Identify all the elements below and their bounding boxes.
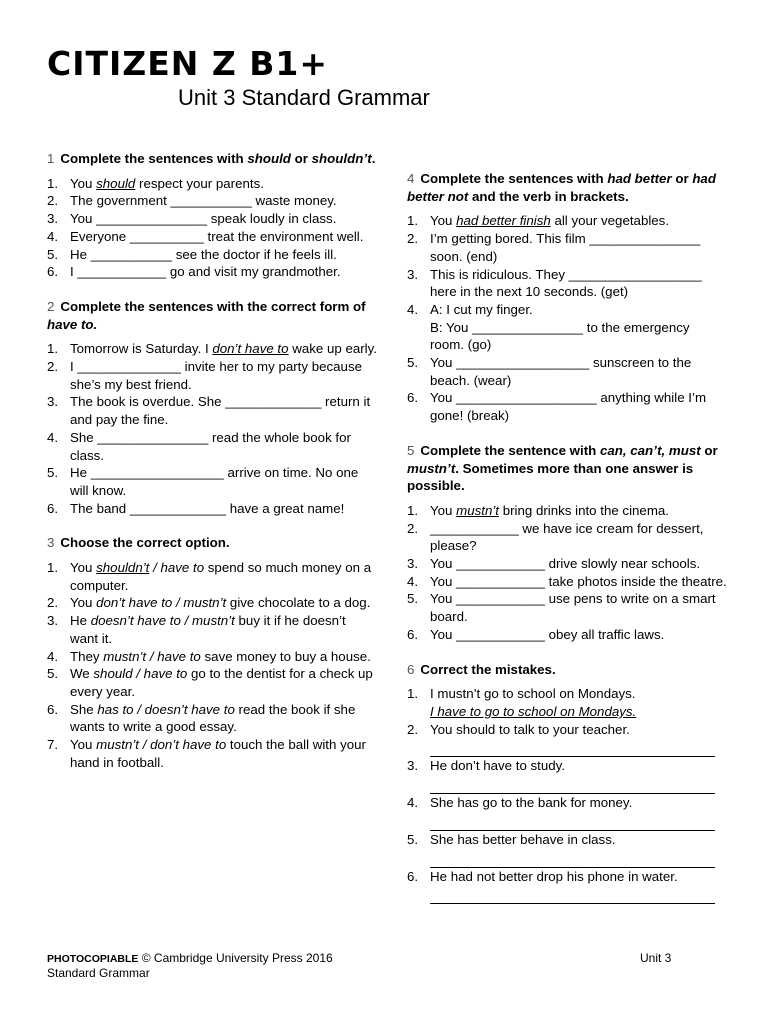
exercise-item <box>47 246 377 264</box>
item-text: We should / have to go to the dentist for a check up every year. <box>70 666 373 699</box>
item-number: 3. <box>47 211 59 227</box>
exercise-number: 1 <box>47 151 55 166</box>
exercise-item <box>407 301 727 354</box>
item-number: 5. <box>407 591 419 607</box>
item-number: 6. <box>47 500 59 516</box>
exercise-4 <box>407 170 727 425</box>
exercise-item <box>47 612 377 647</box>
exercise-instruction: Correct the mistakes. <box>420 661 556 677</box>
item-text: You ____________ use pens to write on a smart board. <box>430 591 716 625</box>
exercise-item <box>47 210 377 228</box>
exercise-item <box>47 175 377 193</box>
item-number: 5. <box>407 355 419 371</box>
answer-line[interactable] <box>430 885 715 904</box>
item-text: The book is overdue. She _____________ return it and pay the fine. <box>70 394 371 428</box>
exercise-item <box>47 429 377 464</box>
item-text: You don’t have to / mustn’t give chocolate to a dog. <box>70 595 371 611</box>
item-number: 2. <box>407 520 419 536</box>
item-text: You ____________ obey all traffic laws. <box>430 626 665 642</box>
exercise-instruction: Choose the correct option. <box>60 535 230 551</box>
item-number: 6. <box>407 868 419 884</box>
exercise-item <box>407 831 727 868</box>
item-number: 1. <box>407 213 419 229</box>
item-number: 6. <box>407 390 419 406</box>
footer-unit: Unit 3 <box>640 951 672 965</box>
exercise-item <box>47 192 377 210</box>
answer-line[interactable] <box>430 738 715 757</box>
item-number: 3. <box>47 394 59 410</box>
item-number: 3. <box>47 613 59 629</box>
exercise-item <box>47 263 377 281</box>
item-text: You had better finish all your vegetables. <box>430 213 670 229</box>
item-number: 1. <box>47 341 59 357</box>
exercise-item <box>407 230 727 265</box>
item-text: ____________ we have ice cream for dessert, please? <box>430 520 704 554</box>
item-number: 4. <box>407 795 419 811</box>
exercise-number: 3 <box>47 535 55 551</box>
item-text: The band _____________ have a great name! <box>70 500 345 516</box>
item-number: 4. <box>407 573 419 589</box>
exercise-instruction: Complete the sentences with the correct form of have to. <box>47 298 366 332</box>
exercise-items <box>407 502 727 644</box>
item-text: You shouldn’t / have to spend so much money on a computer. <box>70 560 372 593</box>
exercise-item <box>407 685 727 720</box>
item-text: You should respect your parents. <box>70 175 264 191</box>
exercise-item <box>407 626 727 644</box>
item-text: She has go to the bank for money. <box>430 794 727 831</box>
exercise-number: 5 <box>407 442 415 458</box>
item-text: He ___________ see the doctor if he feels ill. <box>70 246 337 262</box>
item-number: 5. <box>47 666 59 682</box>
exercise-heading <box>47 150 377 168</box>
item-text: I’m getting bored. This film _______________ soon. (end) <box>430 231 701 264</box>
exercise-item <box>47 736 377 771</box>
exercise-item <box>407 212 727 230</box>
exercise-item <box>47 665 377 700</box>
item-text: She _______________ read the whole book for class. <box>70 429 351 463</box>
exercise-item <box>47 594 377 612</box>
item-text: He had not better drop his phone in water. <box>430 868 727 905</box>
exercise-2 <box>47 298 377 517</box>
exercise-instruction: Complete the sentences with should or shouldn’t. <box>60 151 376 166</box>
item-text: You __________________ sunscreen to the beach. (wear) <box>430 355 692 388</box>
exercise-heading <box>47 298 377 333</box>
item-number: 4. <box>47 429 59 445</box>
exercise-item <box>407 555 727 573</box>
item-number: 5. <box>47 465 59 481</box>
example-correction: I have to go to school on Mondays. <box>430 703 637 719</box>
exercise-item <box>407 520 727 555</box>
exercise-item <box>47 648 377 666</box>
exercise-item <box>407 794 727 831</box>
item-text: I ______________ invite her to my party because she’s my best friend. <box>70 359 362 392</box>
item-text: They mustn’t / have to save money to buy a house. <box>70 648 371 664</box>
exercise-items <box>407 685 727 904</box>
photocopiable-label: PHOTOCOPIABLE <box>47 953 139 965</box>
page-subtitle: Unit 3 Standard Grammar <box>178 85 430 110</box>
item-number: 7. <box>47 737 59 753</box>
exercise-items <box>407 212 727 424</box>
item-number: 1. <box>407 686 419 702</box>
exercise-item <box>407 721 727 758</box>
exercise-items <box>47 559 377 771</box>
exercise-heading <box>407 170 727 205</box>
item-number: 4. <box>47 648 59 664</box>
item-text: He doesn’t have to / mustn’t buy it if he doesn’t want it. <box>70 613 346 646</box>
item-text: You mustn’t bring drinks into the cinema. <box>430 502 669 518</box>
item-number: 2. <box>47 595 59 611</box>
exercise-item <box>47 464 377 499</box>
answer-line[interactable] <box>430 849 715 868</box>
item-number: 4. <box>407 301 419 317</box>
item-text: He don’t have to study. <box>430 757 727 794</box>
exercise-number: 6 <box>407 661 415 677</box>
item-text: You _______________ speak loudly in class. <box>70 211 337 227</box>
item-number: 3. <box>407 266 419 282</box>
item-number: 2. <box>47 359 59 375</box>
exercise-item <box>47 340 377 358</box>
item-text: He __________________ arrive on time. No one will know. <box>70 465 359 498</box>
exercise-heading <box>47 534 377 552</box>
item-number: 5. <box>407 831 419 847</box>
exercise-item <box>407 868 727 905</box>
exercise-instruction: Complete the sentence with can, can’t, must or mustn’t. Sometimes more than one answer is possible. <box>407 442 718 494</box>
exercise-items <box>47 175 377 281</box>
item-number: 1. <box>407 502 419 518</box>
exercise-item <box>47 228 377 246</box>
exercise-item <box>47 701 377 736</box>
exercise-item <box>407 573 727 591</box>
item-text: You ___________________ anything while I’m gone! (break) <box>430 390 707 424</box>
right-column <box>407 170 727 921</box>
item-number: 6. <box>47 264 59 280</box>
exercise-heading <box>407 442 727 495</box>
item-text: I mustn’t go to school on Mondays. I have to go to school on Mondays. <box>430 685 727 720</box>
footer-copyright <box>47 951 333 980</box>
item-text: A: I cut my finger. B: You _______________ to the emergency room. (go) <box>430 301 690 353</box>
exercise-item <box>407 354 727 389</box>
item-number: 2. <box>407 231 419 247</box>
exercise-items <box>47 340 377 517</box>
item-number: 1. <box>47 560 59 576</box>
exercise-item <box>407 757 727 794</box>
item-text: You mustn’t / don’t have to touch the ball with your hand in football. <box>70 737 366 770</box>
item-text: She has better behave in class. <box>430 831 727 868</box>
item-text: You ____________ drive slowly near schools. <box>430 556 701 572</box>
answer-line[interactable] <box>430 775 715 794</box>
exercise-number: 4 <box>407 171 415 186</box>
exercise-instruction: Complete the sentences with had better or had better not and the verb in brackets. <box>407 171 716 204</box>
exercise-item <box>47 559 377 594</box>
item-number: 1. <box>47 175 59 191</box>
item-number: 2. <box>407 721 419 737</box>
exercise-6 <box>407 661 727 905</box>
answer-line[interactable] <box>430 812 715 831</box>
exercise-item <box>47 393 377 428</box>
item-number: 6. <box>407 626 419 642</box>
item-text: I ____________ go and visit my grandmother. <box>70 264 341 280</box>
item-text: Tomorrow is Saturday. I don’t have to wake up early. <box>70 341 377 357</box>
left-column <box>47 150 377 789</box>
exercise-number: 2 <box>47 298 55 314</box>
item-text: You should to talk to your teacher. <box>430 721 727 758</box>
exercise-5 <box>407 442 727 644</box>
item-text: You ____________ take photos inside the theatre. <box>430 573 727 589</box>
exercise-item <box>407 502 727 520</box>
item-number: 3. <box>407 758 419 774</box>
item-number: 2. <box>47 193 59 209</box>
exercise-item <box>407 389 727 424</box>
item-number: 5. <box>47 246 59 262</box>
item-text: The government ___________ waste money. <box>70 193 337 209</box>
item-number: 4. <box>47 228 59 244</box>
footer-subtitle: Standard Grammar <box>47 966 150 980</box>
exercise-item <box>407 266 727 301</box>
exercise-heading <box>407 661 727 679</box>
exercise-item <box>47 500 377 518</box>
exercise-item <box>407 590 727 625</box>
exercise-3 <box>47 534 377 771</box>
item-text: She has to / doesn’t have to read the book if she wants to write a good essay. <box>70 701 356 735</box>
item-number: 3. <box>407 556 419 572</box>
page-title: CITIZEN Z B1+ <box>47 44 329 83</box>
item-text: Everyone __________ treat the environment well. <box>70 228 364 244</box>
item-number: 6. <box>47 701 59 717</box>
exercise-1 <box>47 150 377 281</box>
copyright-text: © Cambridge University Press 2016 <box>141 951 333 965</box>
exercise-item <box>47 358 377 393</box>
item-text: This is ridiculous. They __________________ here in the next 10 seconds. (get) <box>430 266 702 300</box>
